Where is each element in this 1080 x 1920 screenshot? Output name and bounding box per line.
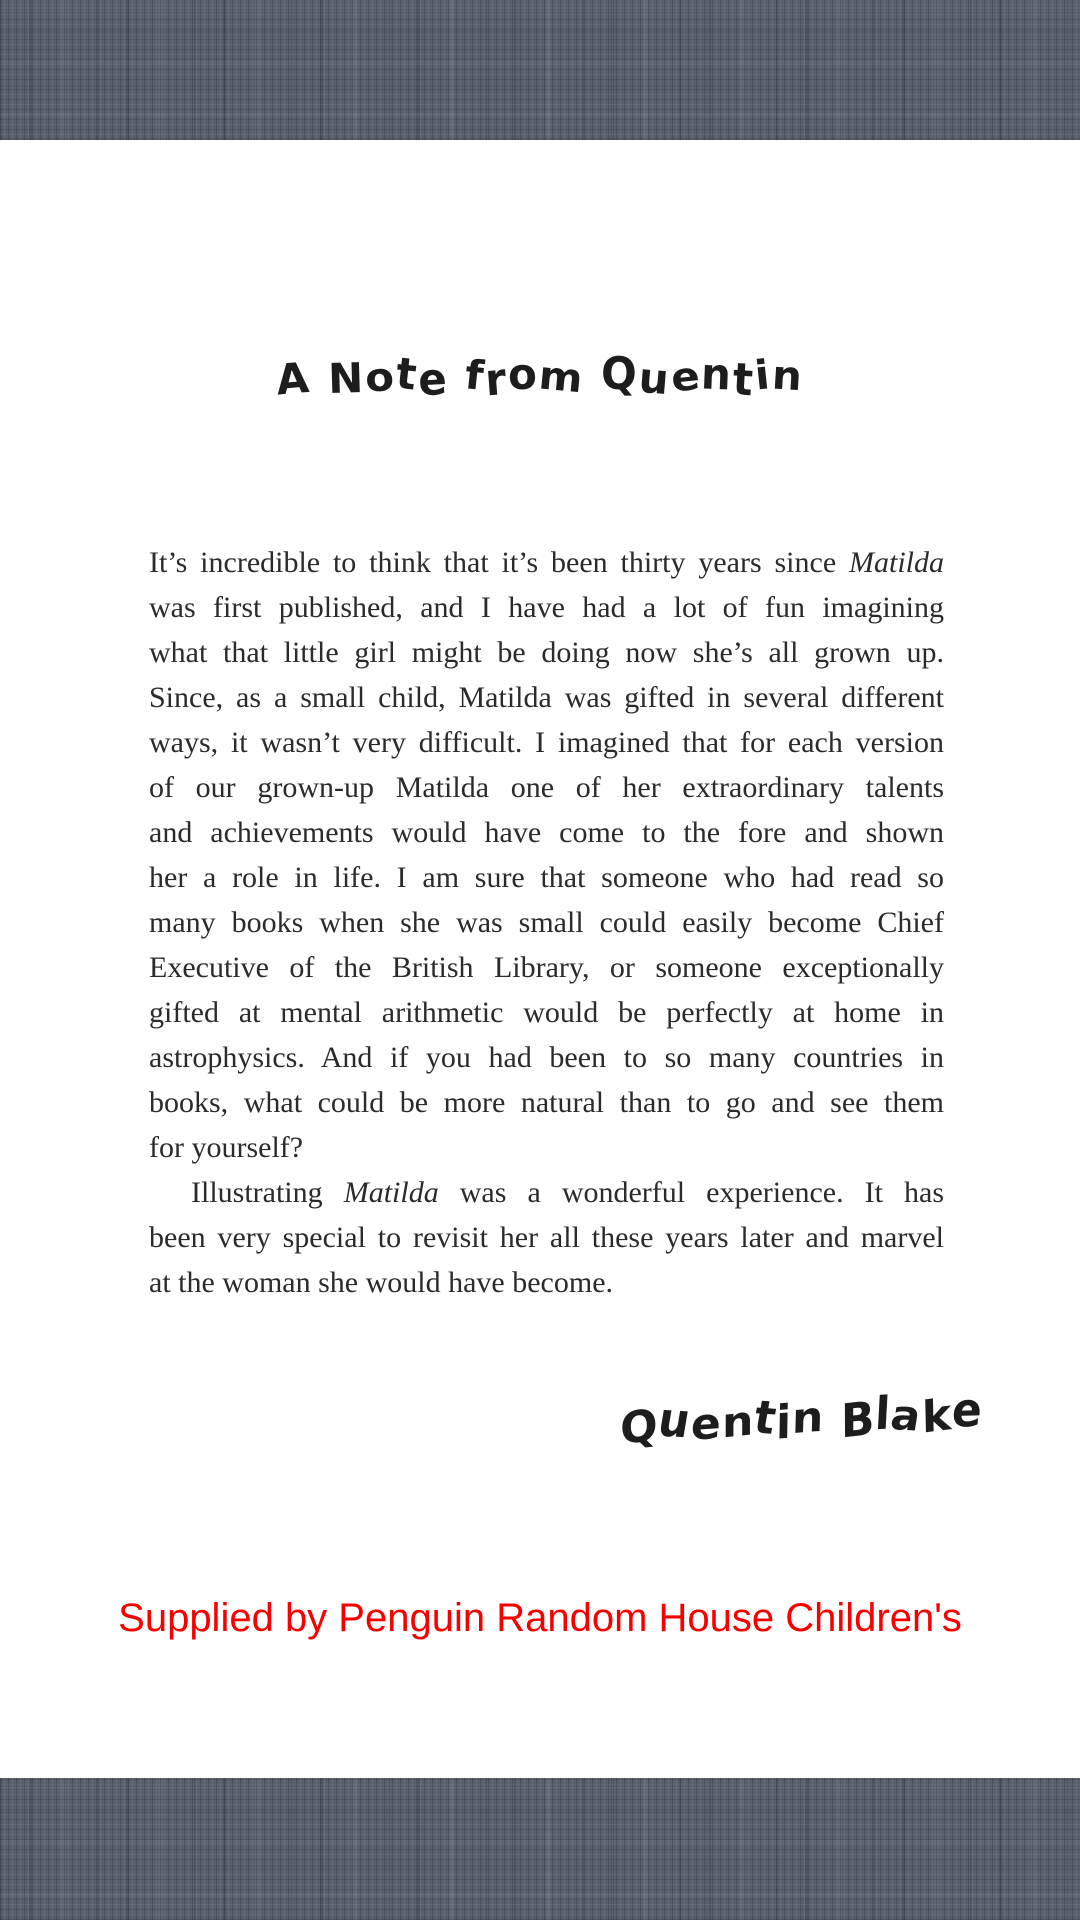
book-title-italic: Matilda (849, 546, 944, 579)
supplied-by-watermark: Supplied by Penguin Random House Children's (118, 1596, 962, 1640)
note-body (149, 540, 944, 1305)
hand-letter: i (752, 350, 774, 400)
text-line (149, 1125, 944, 1170)
text-line (149, 945, 944, 990)
text-segment: for yourself? (149, 1131, 304, 1164)
text-segment: It’s incredible to think that it’s been thirty years since (149, 546, 849, 579)
text-segment: been very special to revisit her all these years later and marvel (149, 1221, 944, 1254)
text-segment: many books when she was small could easily become Chief (149, 906, 944, 939)
hand-letter: n (770, 351, 805, 400)
hand-letter: a (887, 1391, 926, 1442)
top-fabric-border (0, 0, 1080, 140)
hand-letter: A (274, 352, 314, 405)
hand-letter: e (950, 1382, 986, 1439)
text-line (149, 900, 944, 945)
text-line (149, 1035, 944, 1080)
hand-letter: e (668, 352, 704, 401)
text-line (149, 585, 944, 630)
text-line (149, 810, 944, 855)
text-segment: gifted at mental arithmetic would be perfectly at home in (149, 996, 944, 1029)
hand-letter: n (791, 1392, 826, 1444)
text-line (149, 675, 944, 720)
hand-letter: i (775, 1395, 793, 1451)
text-segment: and achievements would have come to the fore and shown (149, 816, 944, 849)
text-segment: Executive of the British Library, or someone exceptionally (149, 951, 944, 984)
hand-letter: Q (600, 347, 640, 400)
text-line (149, 1080, 944, 1125)
text-segment: was a wonderful experience. It has (438, 1176, 944, 1209)
hand-letter: B (840, 1391, 876, 1450)
text-line (149, 990, 944, 1035)
hand-letter: l (873, 1387, 893, 1441)
text-line (149, 1260, 944, 1305)
text-segment: was first published, and I have had a lot of fun imagining (149, 591, 944, 624)
hand-letter: u (654, 1392, 696, 1450)
text-segment: of our grown-up Matilda one of her extraordinary talents (149, 771, 944, 804)
text-line (149, 1170, 944, 1215)
hand-letter: n (700, 348, 735, 400)
text-segment: ways, it wasn’t very difficult. I imagined that for each version (149, 726, 944, 759)
hand-letter: k (921, 1389, 953, 1444)
hand-letter: r (483, 352, 510, 407)
text-line (149, 630, 944, 675)
hand-letter: n (721, 1396, 755, 1448)
hand-letter: m (536, 352, 587, 402)
text-segment: Illustrating (191, 1176, 344, 1209)
text-line (149, 720, 944, 765)
hand-letter: Q (619, 1399, 659, 1456)
text-line (149, 1215, 944, 1260)
text-segment: books, what could be more natural than to go and see them (149, 1086, 944, 1119)
text-line (149, 855, 944, 900)
book-title-italic: Matilda (343, 1176, 439, 1209)
hand-letter: o (507, 348, 540, 400)
author-signature (618, 1382, 986, 1456)
hand-letter: f (462, 350, 488, 400)
hand-letter: e (689, 1398, 723, 1451)
hand-letter: t (749, 1390, 781, 1446)
hand-letter: N (327, 353, 366, 403)
text-segment: her a role in life. I am sure that someone who had read so (149, 861, 944, 894)
hand-letter: o (363, 353, 398, 402)
note-title (0, 347, 1080, 407)
hand-letter: t (393, 347, 421, 401)
hand-letter: u (636, 353, 673, 405)
bottom-fabric-border (0, 1778, 1080, 1920)
text-line (149, 765, 944, 810)
text-line (149, 540, 944, 585)
hand-letter: e (416, 352, 450, 406)
text-segment: what that little girl might be doing now she’s all grown up. (149, 636, 944, 669)
text-segment: astrophysics. And if you had been to so many countries in (149, 1041, 944, 1074)
text-segment: Since, as a small child, Matilda was gifted in several different (149, 681, 944, 714)
text-segment: at the woman she would have become. (149, 1266, 614, 1299)
hand-letter: t (731, 352, 757, 407)
